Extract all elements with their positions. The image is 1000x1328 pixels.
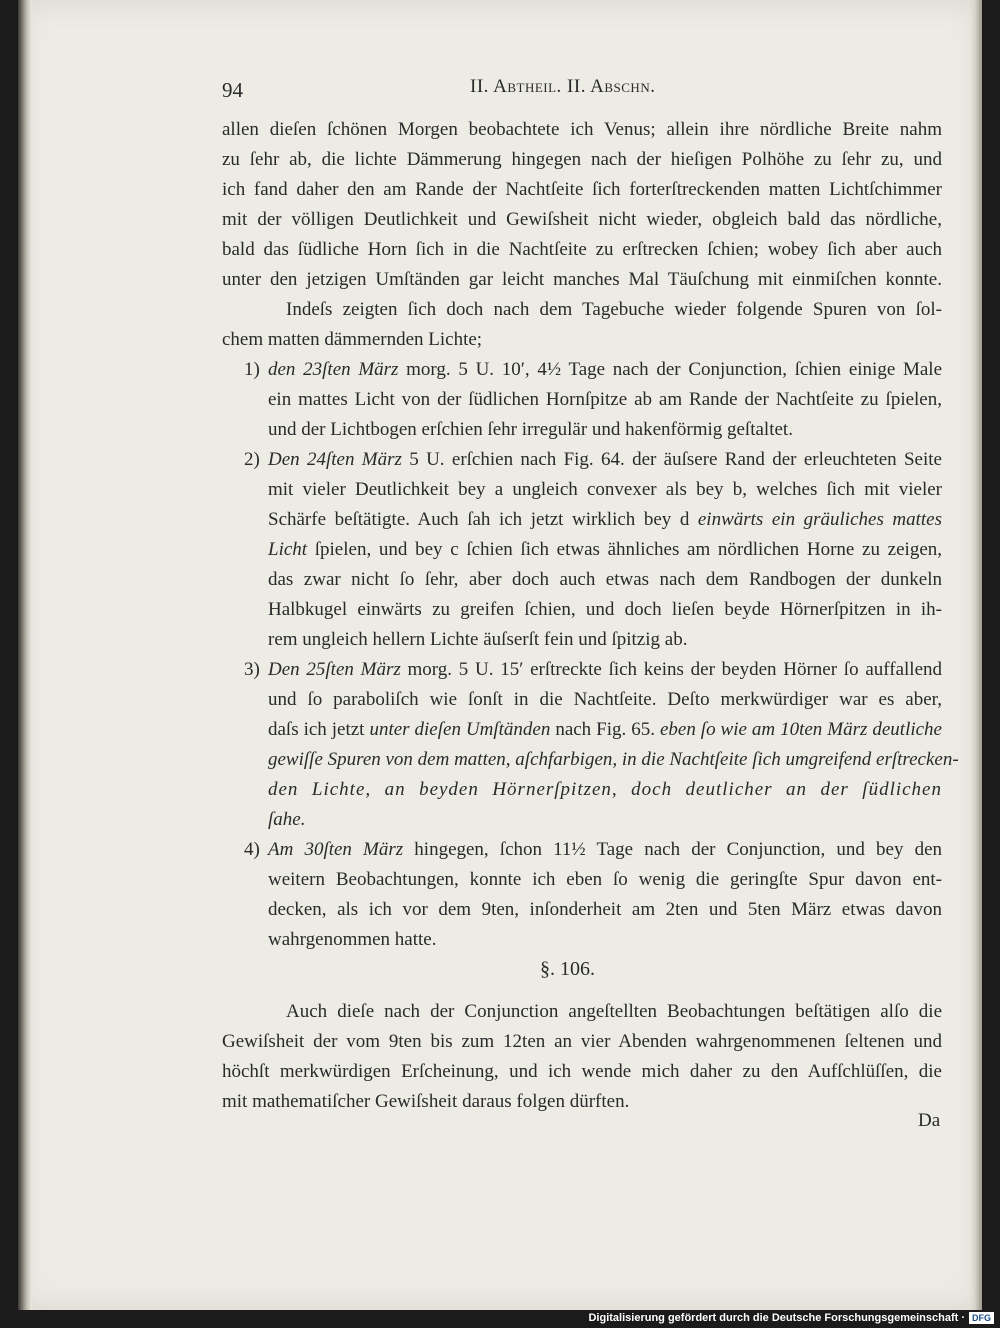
text-span: Schärfe beſtätigte. Auch ſah ich jetzt wirklich bey d bbox=[268, 509, 698, 530]
item-line bbox=[268, 658, 942, 682]
text-line: Gewiſsheit der vom 9ten bis zum 12ten an vier Abenden wahrgenommenen ſeltenen und bbox=[222, 1031, 942, 1052]
item-line bbox=[268, 838, 942, 862]
catchword: Da bbox=[918, 1110, 941, 1131]
text-span: hingegen, ſchon 11½ Tage nach der Conjunction, und bey den bbox=[403, 839, 942, 860]
item-line: weitern Beobachtungen, konnte ich eben ſo wenig die geringſte Spur davon ent- bbox=[268, 869, 942, 890]
section-heading: §. 106. bbox=[540, 958, 595, 980]
item-number: 4) bbox=[244, 839, 260, 860]
text-span: daſs ich jetzt bbox=[268, 719, 370, 740]
italic-span: einwärts ein gräuliches mattes bbox=[697, 509, 942, 530]
item-line: ein mattes Licht von der ſüdlichen Hornſpitze ab am Rande der Nachtſeite zu ſpielen, bbox=[268, 389, 942, 410]
text-span: nach Fig. 65. bbox=[550, 719, 660, 740]
item-line: das zwar nicht ſo ſehr, aber doch auch etwas nach dem Randbogen der dunkeln bbox=[268, 569, 942, 590]
text-span: morg. 5 U. 10′, 4½ Tage nach der Conjunction, ſchien einige Male bbox=[398, 359, 942, 380]
item-line: rem ungleich hellern Lichte äuſserſt fein und ſpitzig ab. bbox=[268, 629, 688, 650]
item-line bbox=[268, 448, 942, 472]
item-line bbox=[268, 718, 942, 742]
item-line: ſahe. bbox=[268, 809, 306, 830]
date-italic: den 23ſten März bbox=[268, 359, 399, 380]
item-line: wahrgenommen hatte. bbox=[268, 929, 437, 950]
date-italic: Den 25ſten März bbox=[268, 659, 401, 680]
text-span: ſpielen, und bey c ſchien ſich etwas ähnliches am nördlichen Horne zu zeigen, bbox=[307, 539, 942, 560]
text-line: Auch dieſe nach der Conjunction angeſtellten Beobachtungen beſtätigen alſo die bbox=[286, 1001, 942, 1022]
item-number: 1) bbox=[244, 359, 260, 380]
italic-span: Licht bbox=[268, 539, 308, 560]
dfg-logo: DFG bbox=[969, 1312, 994, 1324]
item-line: und ſo paraboliſch wie ſonſt in die Nachtſeite. Deſto merkwürdiger war es aber, bbox=[268, 689, 942, 710]
footer-text: Digitalisierung gefördert durch die Deutsche Forschungsgemeinschaft · bbox=[588, 1312, 965, 1324]
text-line: Indeſs zeigten ſich doch nach dem Tagebuche wieder folgende Spuren von ſol- bbox=[286, 299, 942, 320]
text-span: 5 U. erſchien nach Fig. 64. der äuſsere Rand der erleuchteten Seite bbox=[401, 449, 942, 470]
item-number: 2) bbox=[244, 449, 260, 470]
item-line: mit vieler Deutlichkeit bey a ungleich convexer als bey b, welches ſich mit vieler bbox=[268, 479, 942, 500]
text-line: chem matten dämmernden Lichte; bbox=[222, 329, 483, 350]
item-line bbox=[268, 508, 942, 532]
page-edge bbox=[970, 0, 982, 1310]
text-line: zu ſehr ab, die lichte Dämmerung hingegen nach der hieſigen Polhöhe zu ſehr zu, und bbox=[222, 149, 942, 170]
binding-gutter bbox=[18, 0, 32, 1310]
text-line: unter den jetzigen Umſtänden gar leicht manches Mal Täuſchung mit einmiſchen konnte. bbox=[222, 269, 942, 290]
item-line: gewiſſe Spuren von dem matten, aſchfarbigen, in die Nachtſeite ſich umgreifend erſtrecken- bbox=[268, 749, 959, 770]
text-line: ich fand daher den am Rande der Nachtſeite ſich forterſtreckenden matten Lichtſchimmer bbox=[222, 179, 942, 200]
text-span: morg. 5 U. 15′ erſtreckte ſich keins der beyden Hörner ſo auffallend bbox=[400, 659, 942, 680]
item-line: Halbkugel einwärts zu greifen ſchien, und doch lieſen beyde Hörnerſpitzen in ih- bbox=[268, 599, 942, 620]
date-italic: Am 30ſten März bbox=[268, 839, 404, 860]
item-line: decken, als ich vor dem 9ten, inſonderheit am 2ten und 5ten März etwas davon bbox=[268, 899, 942, 920]
text-line: höchſt merkwürdigen Erſcheinung, und ich wende mich daher zu den Aufſchlüſſen, die bbox=[222, 1061, 942, 1082]
item-line: den Lichte, an beyden Hörnerſpitzen, doch deutlicher an der ſüdlichen bbox=[268, 779, 942, 800]
text-line: mit mathematiſcher Gewiſsheit daraus folgen dürften. bbox=[222, 1091, 630, 1112]
italic-span: eben ſo wie am 10ten März deutliche bbox=[659, 719, 942, 740]
item-line bbox=[268, 358, 942, 382]
italic-span: unter dieſen Umſtänden bbox=[369, 719, 551, 740]
item-line bbox=[268, 538, 942, 562]
date-italic: Den 24ſten März bbox=[268, 449, 402, 470]
item-number: 3) bbox=[244, 659, 260, 680]
item-line: und der Lichtbogen erſchien ſehr irregulär und hakenförmig geſtaltet. bbox=[268, 419, 793, 440]
text-line: bald das ſüdliche Horn ſich in die Nachtſeite zu erſtrecken ſchien; wobey ſich aber auch bbox=[222, 239, 942, 260]
text-line: mit der völligen Deutlichkeit und Gewiſsheit nicht wieder, obgleich bald das nördliche, bbox=[222, 209, 942, 230]
running-header: II. Abtheil. II. Abschn. bbox=[470, 76, 656, 97]
footer-credit bbox=[588, 1312, 994, 1324]
text-line: allen dieſen ſchönen Morgen beobachtete ich Venus; allein ihre nördliche Breite nahm bbox=[222, 119, 942, 140]
page-number: 94 bbox=[222, 78, 243, 102]
